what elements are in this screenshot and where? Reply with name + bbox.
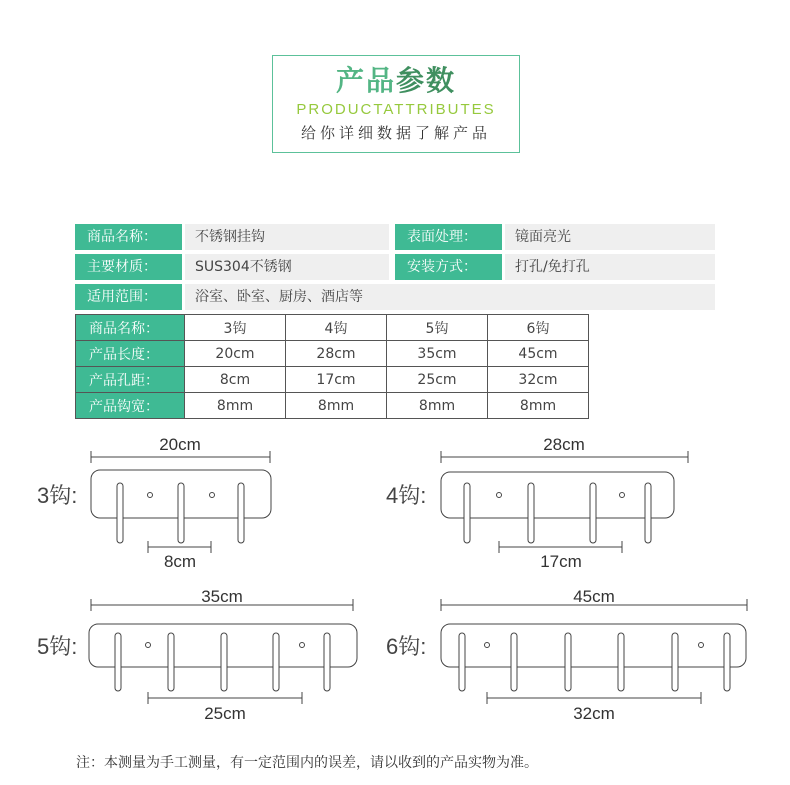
attr-label-material: 主要材质： <box>75 254 182 280</box>
diagram-5-hooks <box>37 587 357 723</box>
attr-value-material: SUS304不锈钢 <box>185 254 389 280</box>
table-cell: 8cm <box>185 367 286 393</box>
diagram-4-hooks <box>386 435 688 571</box>
attr-label-install: 安装方式： <box>395 254 502 280</box>
table-row <box>76 341 589 367</box>
hole-label-4: 17cm <box>540 552 582 571</box>
table-row <box>76 367 589 393</box>
diagram-name-5: 5钩: <box>37 634 78 659</box>
page-title <box>273 64 519 98</box>
table-row-label: 产品钩宽： <box>76 393 185 419</box>
hook-diagrams <box>0 420 790 730</box>
attr-value-name: 不锈钢挂钩 <box>185 224 389 250</box>
length-label-3: 20cm <box>159 435 201 454</box>
table-row-label: 商品名称： <box>76 315 185 341</box>
table-cell: 17cm <box>286 367 387 393</box>
hole-label-3: 8cm <box>163 552 197 571</box>
table-row <box>76 393 589 419</box>
table-cell: 8mm <box>488 393 589 419</box>
attr-label-name: 商品名称： <box>75 224 182 250</box>
diagram-name-6: 6钩: <box>386 634 427 659</box>
table-cell: 8mm <box>387 393 488 419</box>
title-part1: 产品 <box>335 64 396 97</box>
table-cell: 32cm <box>488 367 589 393</box>
hook-bar-4 <box>441 472 674 518</box>
hook-bar-6 <box>441 624 746 667</box>
table-cell: 8mm <box>185 393 286 419</box>
attr-value-surface: 镜面亮光 <box>505 224 715 250</box>
title-box <box>272 55 520 153</box>
table-cell: 35cm <box>387 341 488 367</box>
table-cell: 28cm <box>286 341 387 367</box>
table-cell: 25cm <box>387 367 488 393</box>
size-table <box>75 314 589 419</box>
diagram-6-hooks <box>386 587 747 723</box>
diagram-3-hooks <box>37 435 271 571</box>
diagram-name-3: 3钩: <box>37 483 78 508</box>
table-cell: 20cm <box>185 341 286 367</box>
table-row <box>76 315 589 341</box>
attr-value-scope: 浴室、卧室、厨房、酒店等 <box>185 284 715 310</box>
length-label-4: 28cm <box>543 435 585 454</box>
table-cell: 45cm <box>488 341 589 367</box>
table-row-label: 产品孔距： <box>76 367 185 393</box>
length-label-6: 45cm <box>573 587 615 606</box>
title-english: PRODUCTATTRIBUTES <box>296 101 496 118</box>
table-cell: 8mm <box>286 393 387 419</box>
title-subtitle: 给你详细数据了解产品 <box>300 124 491 142</box>
table-cell: 4钩 <box>286 315 387 341</box>
table-cell: 6钩 <box>488 315 589 341</box>
hole-label-6: 32cm <box>573 704 615 723</box>
measurement-note: 注：本测量为手工测量，有一定范围内的误差，请以收到的产品实物为准。 <box>76 755 538 771</box>
length-label-5: 35cm <box>201 587 243 606</box>
table-cell: 3钩 <box>185 315 286 341</box>
table-row-label: 产品长度： <box>76 341 185 367</box>
attr-label-scope: 适用范围： <box>75 284 182 310</box>
attr-label-surface: 表面处理： <box>395 224 502 250</box>
hole-label-5: 25cm <box>204 704 246 723</box>
title-part2: 参数 <box>396 64 457 97</box>
diagram-name-4: 4钩: <box>386 483 427 508</box>
table-cell: 5钩 <box>387 315 488 341</box>
attr-value-install: 打孔/免打孔 <box>505 254 715 280</box>
